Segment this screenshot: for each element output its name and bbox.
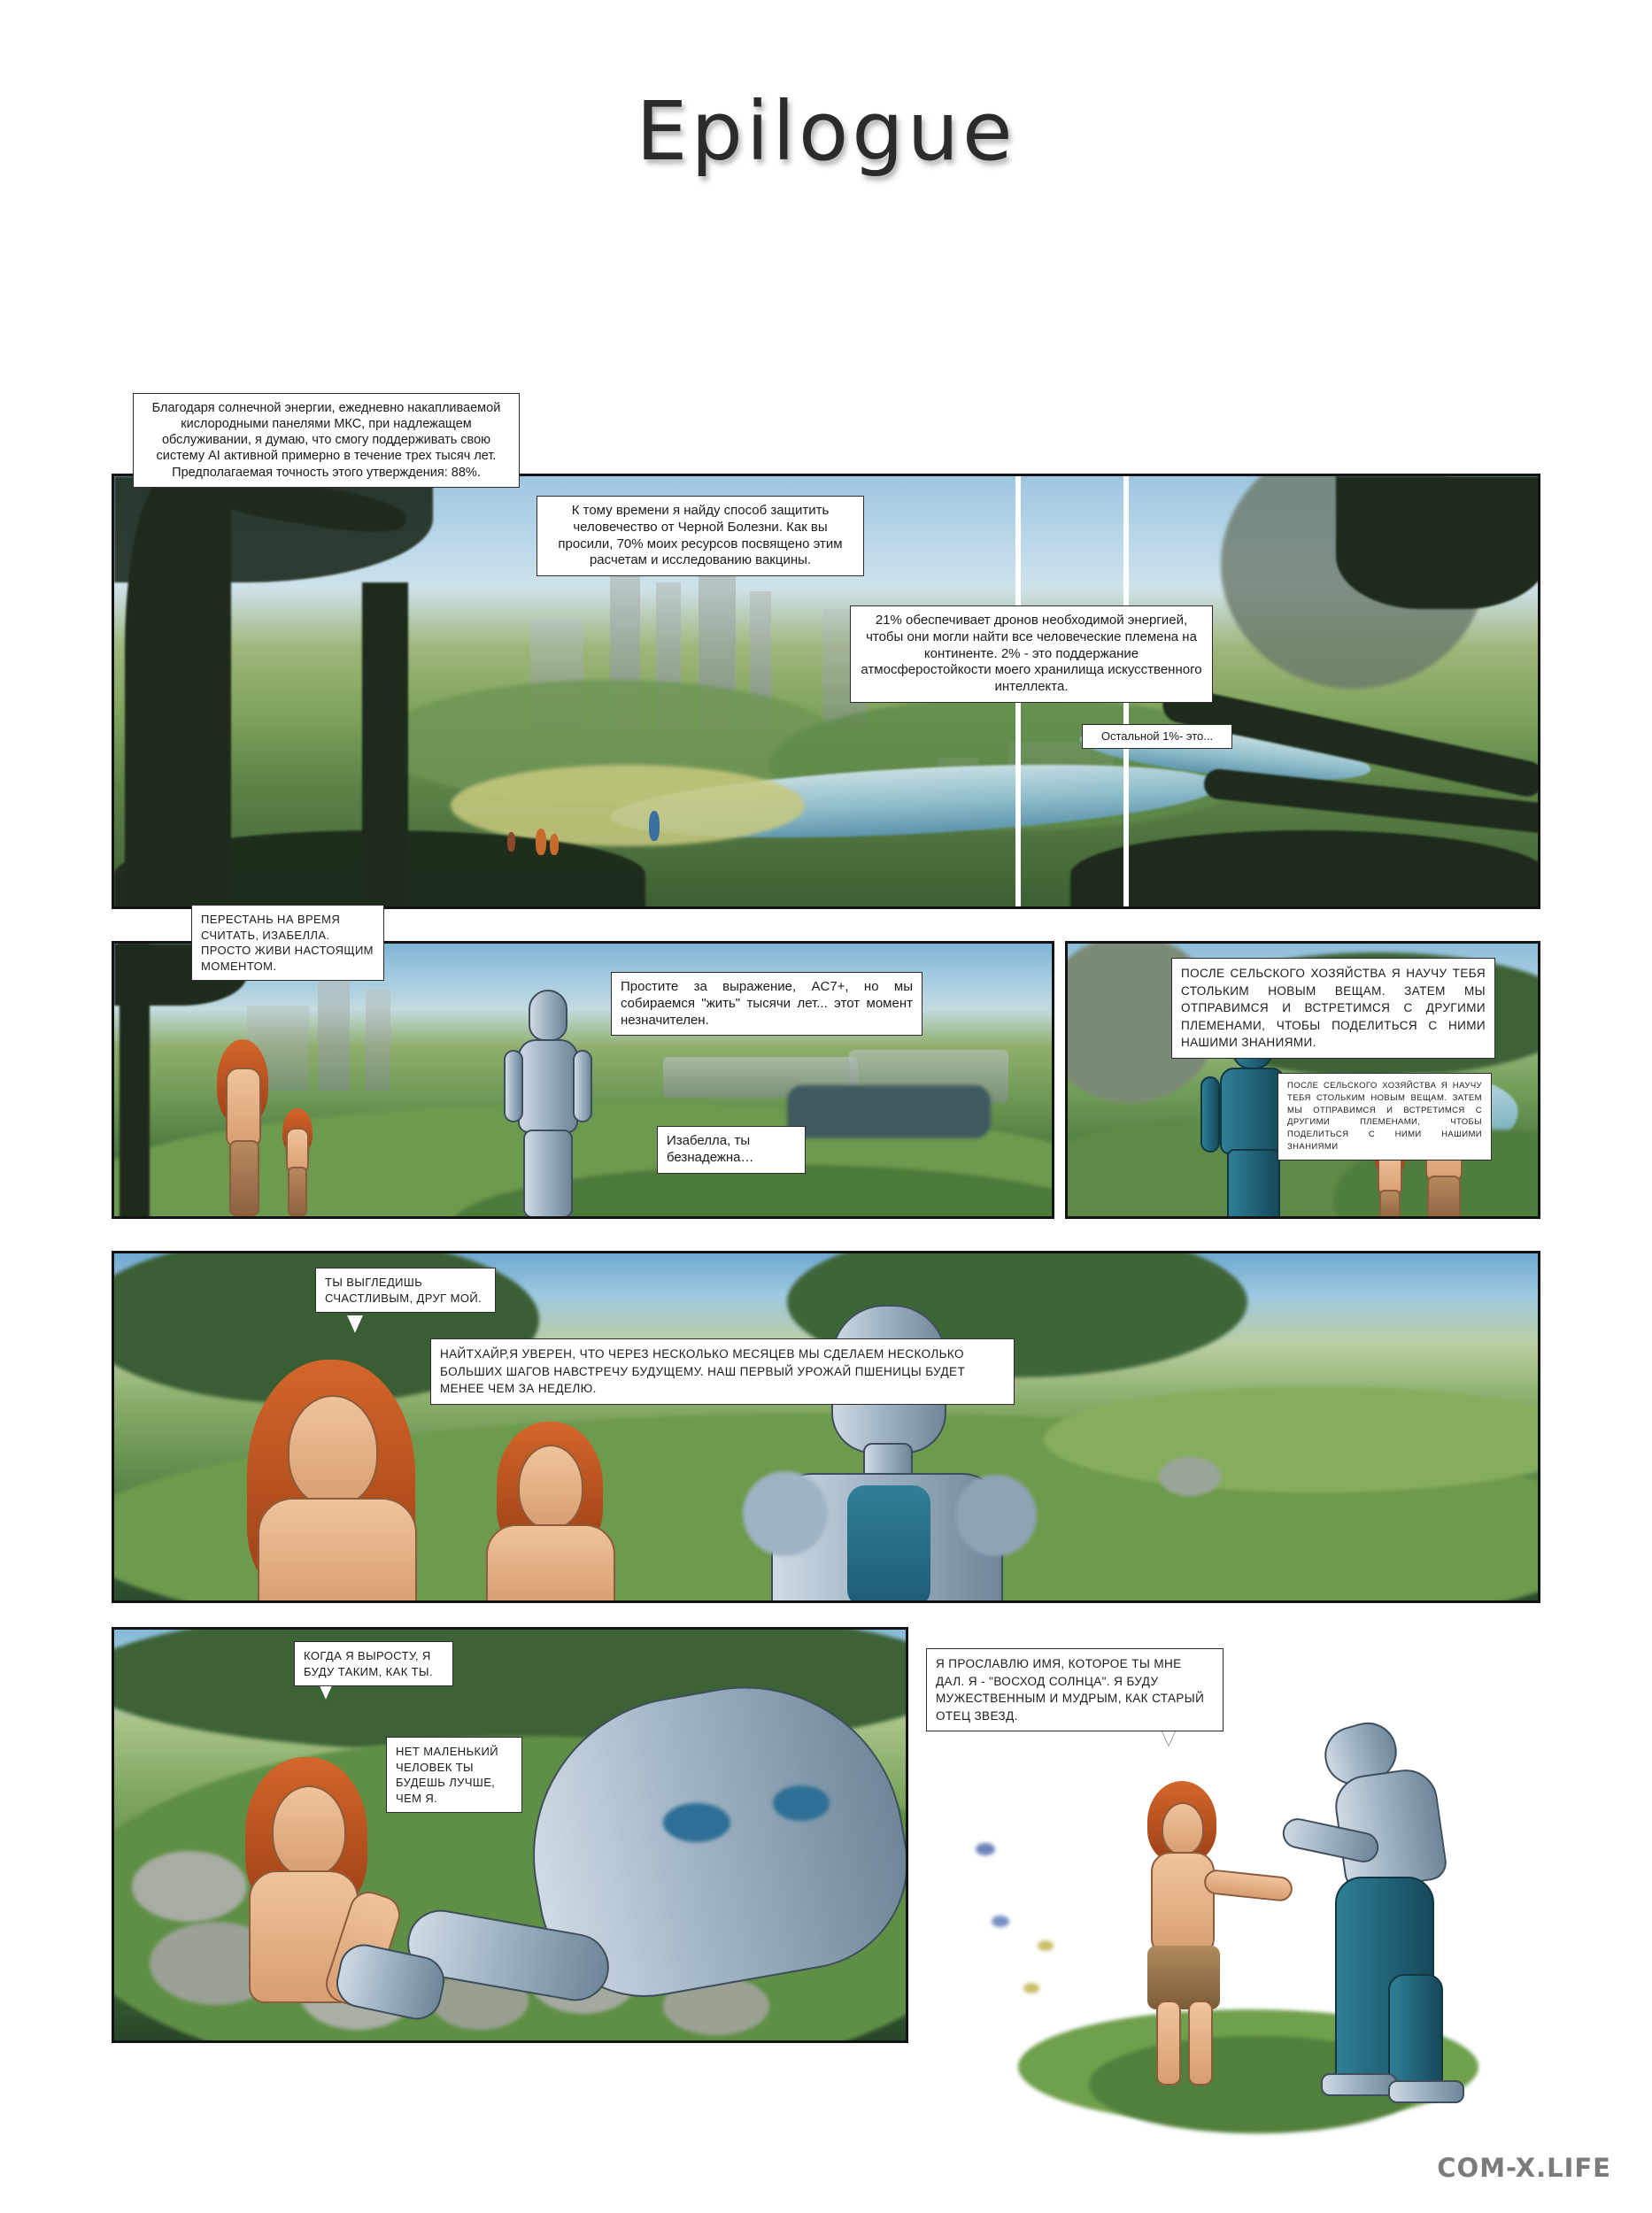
distant-figure [536, 829, 546, 855]
ruin-tower [366, 990, 390, 1091]
speech-bubble: НЕТ МАЛЕНЬКИЙ ЧЕЛОВЕК ТЫ БУДЕШЬ ЛУЧШЕ, ЧЕМ Я. [386, 1737, 522, 1813]
robot-legs [1227, 1149, 1280, 1219]
speech-bubble: Я ПРОСЛАВЛЮ ИМЯ, КОТОРОЕ ТЫ МНЕ ДАЛ. Я - "ВОСХОД СОЛНЦА". Я БУДУ МУЖЕСТВЕННЫМ И МУДРЫМ, КАК СТАРЫЙ ОТЕЦ ЗВЕЗД. [926, 1648, 1224, 1731]
speech-bubble: 21% обеспечивает дронов необходимой энергией, чтобы они могли найти все человеческие племена на континенте. 2% - это поддержание атмосферостойкости моего хранилища искусственного интеллекта. [850, 605, 1213, 703]
robot-head [529, 990, 567, 1041]
boy-torso [1151, 1852, 1215, 1958]
robot-eye [773, 1785, 830, 1821]
child-legs [1379, 1190, 1401, 1219]
distant-figure [550, 834, 559, 855]
speech-bubble: ПОСЛЕ СЕЛЬСКОГО ХОЗЯЙСТВА Я НАУЧУ ТЕБЯ СТОЛЬКИМ НОВЫМ ВЕЩАМ. ЗАТЕМ МЫ ОТПРАВИМСЯ И ВСТРЕТИМСЯ С ДРУГИМИ ПЛЕМЕНАМИ, ЧТОБЫ ПОДЕЛИТЬСЯ С НИМИ НАШИМИ ЗНАНИЯМИ [1278, 1073, 1492, 1160]
cliff-trees [1336, 476, 1540, 609]
caption-bubble: Благодаря солнечной энергии, ежедневно накапливаемой кислородными панелями МКС, при надлежащем обслуживании, я думаю, что смогу поддерживать свою систему AI активной примерно в течение трех тысяч лет. Предполагаемая точность этого утверждения: 88%. [133, 393, 520, 488]
foreground-brush [114, 830, 645, 909]
speech-bubble: НАЙТХАЙР,Я УВЕРЕН, ЧТО ЧЕРЕЗ НЕСКОЛЬКО МЕСЯЦЕВ МЫ СДЕЛАЕМ НЕСКОЛЬКО БОЛЬШИХ ШАГОВ НАВСТРЕЧУ БУДУЩЕМУ. НАШ ПЕРВЫЙ УРОЖАЙ ПШЕНИЦЫ БУДЕТ МЕНЕЕ ЧЕМ ЗА НЕДЕЛЮ. [430, 1338, 1015, 1405]
speech-bubble: Изабелла, ты безнадежна… [657, 1126, 806, 1174]
vehicle-wreck [787, 1085, 991, 1138]
speech-bubble: К тому времени я найду способ защитить человечество от Черной Болезни. Как вы просили, 70% моих ресурсов посвящено этим расчетам и исследованию вакцины. [537, 496, 864, 576]
speech-bubble: КОГДА Я ВЫРОСТУ, Я БУДУ ТАКИМ, КАК ТЫ. [294, 1641, 453, 1686]
woman-neck-shoulders [258, 1498, 417, 1603]
meadow [451, 765, 805, 846]
robot-eye [663, 1803, 730, 1842]
speech-bubble: ПЕРЕСТАНЬ НА ВРЕМЯ СЧИТАТЬ, ИЗАБЕЛЛА. ПРОСТО ЖИВИ НАСТОЯЩИМ МОМЕНТОМ. [191, 905, 384, 981]
butterfly [976, 1843, 995, 1855]
boy-arm [1203, 1869, 1293, 1902]
rock [1159, 1457, 1221, 1496]
boy-shoulders [486, 1524, 615, 1603]
robot-shoulder [743, 1471, 828, 1556]
rock [132, 1851, 247, 1922]
boy-leg [1188, 2001, 1213, 2086]
robot-torso [518, 1039, 578, 1133]
robot-foot [1388, 2080, 1464, 2103]
robot-legs [523, 1130, 573, 1218]
boy-face [272, 1785, 346, 1878]
speech-bubble: ТЫ ВЫГЛЕДИШЬ СЧАСТЛИВЫМ, ДРУГ МОЙ. [315, 1268, 496, 1313]
robot-torso [1220, 1068, 1285, 1154]
boy-face [1162, 1802, 1204, 1855]
robot-chest-panel [847, 1485, 930, 1603]
speech-bubble: Остальной 1%- это... [1082, 724, 1232, 749]
woman-legs [1427, 1176, 1461, 1219]
boy-loincloth [1147, 1946, 1220, 2009]
robot-arm [573, 1050, 592, 1122]
robot-foot [1321, 2073, 1397, 2096]
robot-arm [1200, 1076, 1220, 1153]
woman-legs [229, 1140, 259, 1216]
woman-face [288, 1395, 378, 1507]
robot-arm [504, 1050, 523, 1122]
butterfly [1038, 1940, 1054, 1951]
distant-figure [649, 811, 660, 841]
speech-bubble: ПОСЛЕ СЕЛЬСКОГО ХОЗЯЙСТВА Я НАУЧУ ТЕБЯ СТОЛЬКИМ НОВЫМ ВЕЩАМ. ЗАТЕМ МЫ ОТПРАВИМСЯ И ВСТРЕТИМСЯ С ДРУГИМИ ПЛЕМЕНАМИ, ЧТОБЫ ПОДЕЛИТЬСЯ С НИМИ НАШИМИ ЗНАНИЯМИ. [1171, 958, 1495, 1059]
bubble-tail [347, 1315, 363, 1333]
ruin-tower [318, 967, 350, 1091]
butterfly [992, 1916, 1009, 1927]
page-title: Epilogue [636, 84, 1016, 179]
panel-boy-and-robot-hand [112, 1627, 908, 2043]
boy-leg [1156, 2001, 1181, 2086]
distant-figure [507, 832, 515, 852]
site-watermark: COM-X.LIFE [1437, 2153, 1611, 2183]
boy-face [518, 1445, 583, 1530]
butterfly [1023, 1983, 1039, 1993]
woman-body [226, 1068, 261, 1149]
child-legs [288, 1167, 307, 1216]
speech-bubble: Простите за выражение, AC7+, но мы собираемся "жить" тысячи лет... этот момент незначителен. [611, 972, 922, 1036]
robot-shoulder [955, 1475, 1037, 1556]
